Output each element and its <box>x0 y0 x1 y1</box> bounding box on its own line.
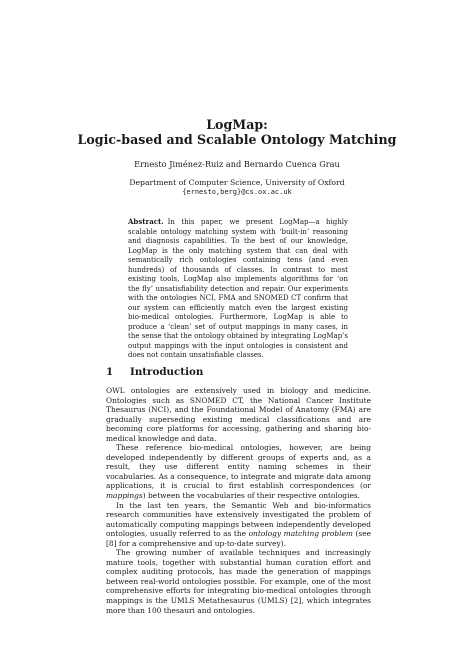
paragraph-3-text-b: (see [8] for a comprehensive and up-to-date survey). <box>106 529 372 548</box>
paragraph-2-text-b: ) between the vocabularies of their respective ontologies. <box>142 491 361 501</box>
paper-title-line1: LogMap: <box>206 117 268 132</box>
section-body <box>106 386 371 615</box>
affiliation: Department of Computer Science, University of Oxford <box>129 178 345 187</box>
paragraph-1: OWL ontologies are extensively used in biology and medicine. Ontologies such as SNOMED CT, the National Cancer Institute Thesaurus (NCI), and the Foundational Model of Anatomy (FMA) are gradually superseding existing medical classifications and are becoming core platforms for accessing, gathering and sharing bio-medical knowledge and data. <box>106 386 371 443</box>
paragraph-2-text-a: These reference bio-medical ontologies, however, are being developed independently by different groups of experts and, as a result, they use different entity naming schemes in their vocabularies. As a consequence, to integrate and migrate data among applications, it is crucial to first establish correspondences (or <box>106 443 371 491</box>
abstract <box>128 217 348 361</box>
abstract-label: Abstract. <box>128 217 164 226</box>
authors: Ernesto Jiménez-Ruiz and Bernardo Cuenca Grau <box>134 159 340 169</box>
paragraph-3-emphasis: ontology matching problem <box>248 529 353 539</box>
section-heading <box>106 366 203 378</box>
paragraph-3-text-a: In the last ten years, the Semantic Web and bio-informatics research communities have extensively investigated the problem of automatically computing mappings between independently developed ontologies, usually referred to as the <box>106 500 371 539</box>
paragraph-4: The growing number of available techniques and increasingly mature tools, together with substantial human curation effort and complex auditing protocols, has made the generation of mappings between real-world ontologies possible. For example, one of the most comprehensive efforts for integrating bio-medical ontologies through mappings is the UMLS Metathesaurus (UMLS) [2], which integrates more than 100 thesauri and ontologies. <box>106 548 371 615</box>
abstract-text: In this paper, we present LogMap—a highly scalable ontology matching system with ‘built-in’ reasoning and diagnosis capabilities. To the best of our knowledge, LogMap is the only matching system that can deal with semantically rich ontologies containing tens (and even hundreds) of thousands of classes. In contrast to most existing tools, LogMap also implements algorithms for ‘on the fly’ unsatisfiability detection and repair. Our experiments with the ontologies NCI, FMA and SNOMED CT confirm that our system can efficiently match even the largest existing bio-medical ontologies. Furthermore, LogMap is able to produce a ‘clean’ set of output mappings in many cases, in the sense that the ontology obtained by integrating LogMap’s output mappings with the input ontologies is consistent and does not contain unsatisfiable classes. <box>128 218 348 359</box>
paragraph-3 <box>106 501 371 549</box>
paper-title-line2: Logic-based and Scalable Ontology Matching <box>77 132 397 147</box>
author-email: {ernesto,berg}@cs.ox.ac.uk <box>182 188 292 196</box>
paragraph-2 <box>106 443 371 500</box>
section-number: 1 <box>106 366 114 378</box>
section-title: Introduction <box>130 366 204 378</box>
paragraph-2-emphasis: mappings <box>106 491 143 501</box>
